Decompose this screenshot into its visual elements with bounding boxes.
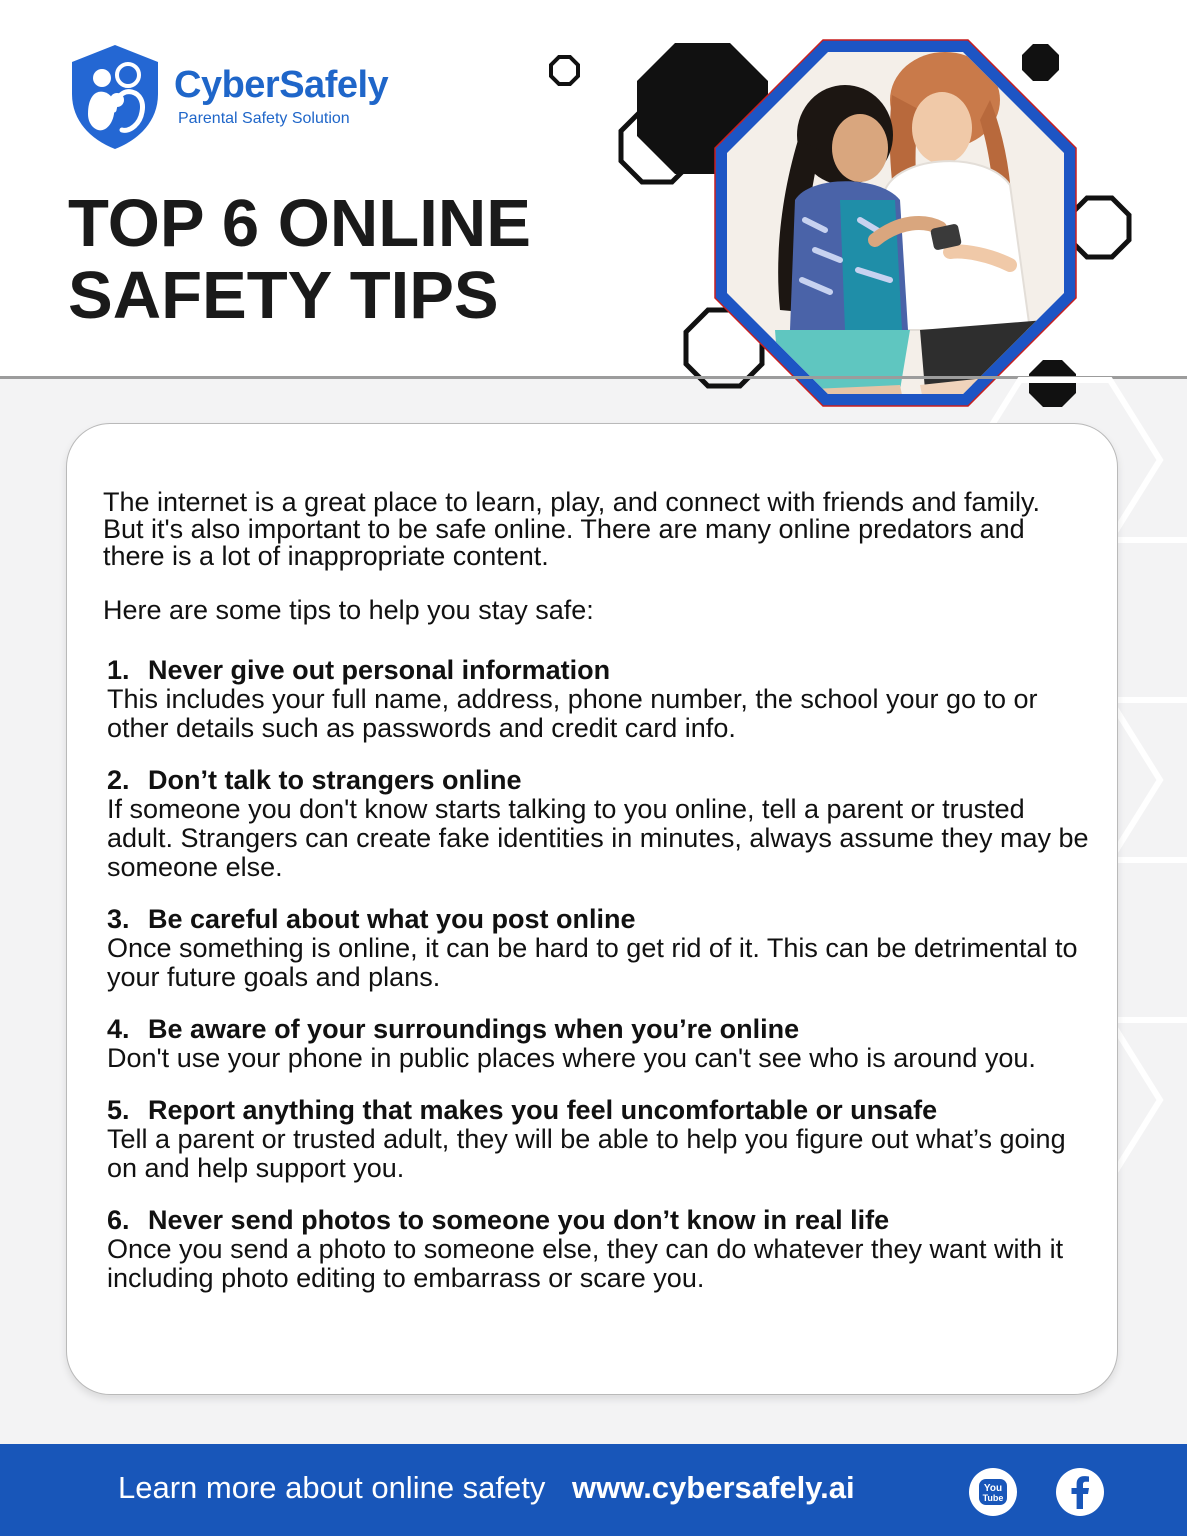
tip-body: Tell a parent or trusted adult, they will be able to help you figure out what’s going on and help support you.	[107, 1124, 1066, 1183]
svg-text:You: You	[983, 1483, 1003, 1494]
decor-octagon-right-outline	[1070, 198, 1129, 257]
tip-body: This includes your full name, address, phone number, the school your go to or other details such as passwords and credit card info.	[107, 684, 1038, 743]
tip-heading	[107, 1206, 1097, 1235]
tip-title: Never send photos to someone you don’t know in real life	[148, 1205, 890, 1235]
tip-heading	[107, 1015, 1097, 1044]
page-header	[0, 0, 1187, 378]
tip-title: Be careful about what you post online	[148, 904, 636, 934]
tip-number: 6.	[107, 1205, 130, 1235]
tip-title: Never give out personal information	[148, 655, 611, 685]
tip-heading	[107, 656, 1097, 685]
facebook-icon[interactable]	[1055, 1467, 1105, 1517]
tip-heading	[107, 905, 1097, 934]
decor-octagon-small-outline	[551, 57, 578, 84]
tip-number: 1.	[107, 655, 130, 685]
tip-title: Report anything that makes you feel uncomfortable or unsafe	[148, 1095, 938, 1125]
brand-tagline: Parental Safety Solution	[178, 110, 350, 127]
tip-title: Don’t talk to strangers online	[148, 765, 522, 795]
tip-heading	[107, 766, 1097, 795]
website-link[interactable]: www.cybersafely.ai	[572, 1470, 855, 1505]
tip-item	[107, 766, 1097, 882]
title-line-2: SAFETY TIPS	[68, 258, 499, 333]
tip-heading	[107, 1096, 1097, 1125]
tip-item	[107, 656, 1097, 743]
tip-item	[107, 1206, 1097, 1293]
title-line-1: TOP 6 ONLINE	[68, 186, 531, 261]
tips-card	[66, 423, 1118, 1395]
tip-title: Be aware of your surroundings when you’re online	[148, 1014, 800, 1044]
decor-octagon-topright-filled	[1022, 44, 1059, 81]
footer-tagline: Learn more about online safety	[118, 1470, 546, 1505]
page-footer	[0, 1444, 1187, 1536]
page-title	[68, 188, 531, 332]
tip-item	[107, 1096, 1097, 1183]
tip-number: 5.	[107, 1095, 130, 1125]
intro-paragraph: The internet is a great place to learn, play, and connect with friends and family. But it's also important to be safe online. There are many online predators and there is a lot of inappropriate content.	[103, 487, 1041, 571]
tip-body: If someone you don't know starts talking to you online, tell a parent or trusted adult. Strangers can create fake identities in minutes, always assume they may be someone else.	[107, 794, 1089, 882]
tip-item	[107, 905, 1097, 992]
tip-item	[107, 1015, 1097, 1073]
tip-body: Don't use your phone in public places where you can't see who is around you.	[107, 1043, 1036, 1073]
tips-lead: Here are some tips to help you stay safe:	[103, 595, 594, 625]
brand-name: CyberSafely	[174, 64, 389, 106]
brand-logo[interactable]	[68, 42, 398, 154]
svg-text:Tube: Tube	[982, 1493, 1004, 1503]
tips-list	[107, 656, 1097, 1316]
tip-number: 2.	[107, 765, 130, 795]
youtube-icon[interactable]	[968, 1467, 1018, 1517]
shield-family-icon	[68, 42, 162, 152]
tip-number: 3.	[107, 904, 130, 934]
tip-body: Once something is online, it can be hard to get rid of it. This can be detrimental to your future goals and plans.	[107, 933, 1078, 992]
tip-number: 4.	[107, 1014, 130, 1044]
tip-body: Once you send a photo to someone else, they can do whatever they want with it including photo editing to embarrass or scare you.	[107, 1234, 1064, 1293]
